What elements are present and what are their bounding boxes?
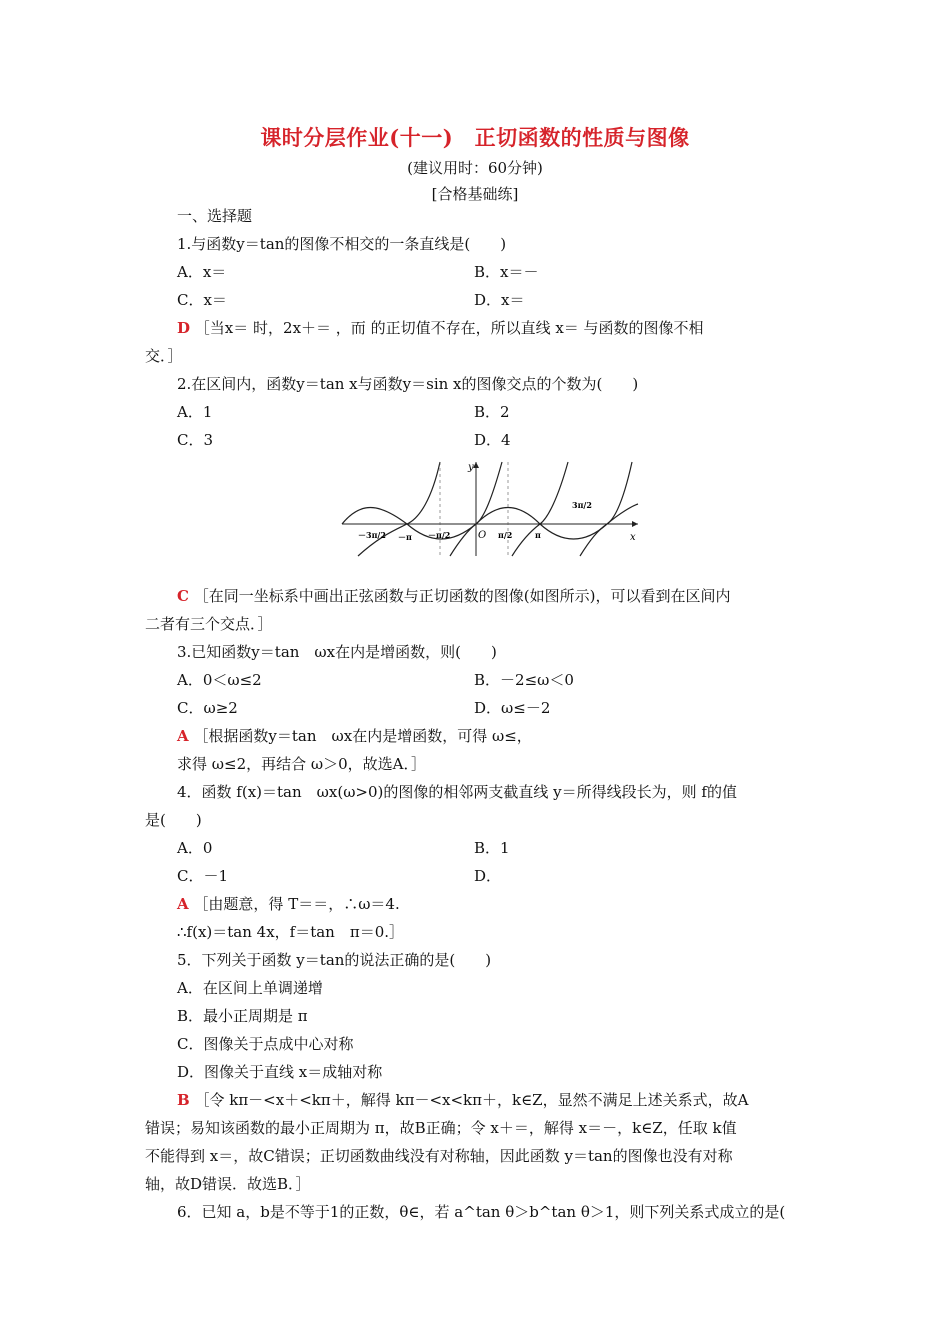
- q3-option-d: D．ω≤－2: [474, 699, 551, 717]
- q1-solution-line2: 交．］: [145, 347, 183, 365]
- q4-answer: A: [177, 895, 189, 913]
- label-pi-2: π/2: [498, 530, 513, 540]
- x-label: x: [630, 532, 636, 543]
- q2-option-c: C．3: [177, 431, 214, 449]
- q2-solution-line1: ［在同一坐标系中画出正弦函数与正切函数的图像(如图所示)，可以看到在区间内: [193, 587, 731, 605]
- q5-solution: [177, 1090, 748, 1110]
- q4-option-b: B．1: [474, 839, 510, 857]
- q5-solution-line4: 轴，故D错误．故选B．］: [145, 1175, 311, 1193]
- q4-option-c: C．－1: [177, 867, 229, 885]
- q1-option-b: B．x＝－: [474, 263, 539, 281]
- label-3pi-2: 3π/2: [572, 500, 592, 510]
- tangent-branch-3: [512, 462, 568, 556]
- q1-option-a: A．x＝: [177, 263, 227, 281]
- q1-solution-line1: ［当x＝ 时，2x＋＝ ，而 的正切值不存在，所以直线 x＝ 与函数的图像不相: [194, 319, 704, 337]
- suggested-time: (建议用时：60分钟): [407, 159, 543, 177]
- q4-solution-line2: ∴f(x)＝tan 4x，f＝tan π＝0.］: [177, 923, 405, 941]
- q1-answer: D: [177, 319, 191, 337]
- q1-option-d: D．x＝: [474, 291, 525, 309]
- q5-stem: 5．下列关于函数 y＝tan的说法正确的是( ): [177, 951, 492, 969]
- page-title: 课时分层作业(十一) 正切函数的性质与图像: [260, 125, 690, 150]
- q5-option-d: D．图像关于直线 x＝成轴对称: [177, 1063, 383, 1081]
- q4-solution-line1: ［由题意，得 T＝＝，∴ω＝4.: [193, 895, 400, 913]
- q4-stem-line2: 是( ): [145, 811, 202, 829]
- label-neg-pi: －π: [398, 532, 412, 542]
- q5-solution-line3: 不能得到 x＝，故C错误；正切函数曲线没有对称轴，因此函数 y＝tan的图像也没有对称: [145, 1147, 733, 1165]
- level-heading: [合格基础练]: [431, 185, 519, 203]
- q5-option-b: B．最小正周期是 π: [177, 1007, 308, 1025]
- label-neg-pi-2: －π/2: [428, 530, 451, 540]
- q3-solution-line2: 求得 ω≤2，再结合 ω＞0，故选A．］: [177, 755, 426, 773]
- q3-solution: [177, 726, 532, 746]
- q5-answer: B: [177, 1091, 190, 1109]
- origin-label: O: [478, 530, 487, 541]
- q3-option-c: C．ω≥2: [177, 699, 238, 717]
- y-axis-arrow: [473, 462, 479, 468]
- q3-option-b: B．－2≤ω＜0: [474, 671, 574, 689]
- q2-option-a: A．1: [177, 403, 213, 421]
- sine-tangent-graph: [340, 458, 640, 558]
- q4-stem-line1: 4．函数 f(x)＝tan ωx(ω>0)的图像的相邻两支截直线 y＝所得线段长为，则 f的值: [177, 783, 737, 801]
- q1-solution: [177, 318, 704, 338]
- q2-solution-line2: 二者有三个交点．］: [145, 615, 273, 633]
- q5-option-c: C．图像关于点成中心对称: [177, 1035, 354, 1053]
- q5-solution-line1: ［令 kπ－<x＋<kπ＋，解得 kπ－<x<kπ＋，k∈Z，显然不满足上述关系式，故A: [194, 1091, 749, 1109]
- q4-option-a: A．0: [177, 839, 213, 857]
- q3-stem: 3.已知函数y＝tan ωx在内是增函数，则( ): [177, 643, 497, 661]
- q6-stem: 6．已知 a，b是不等于1的正数，θ∈，若 a^tan θ＞b^tan θ＞1，则下列关系式成立的是(: [177, 1203, 786, 1221]
- q1-option-c: C．x＝: [177, 291, 227, 309]
- q4-option-d: D．: [474, 867, 502, 885]
- q5-solution-line2: 错误；易知该函数的最小正周期为 π，故B正确；令 x＋＝，解得 x＝－，k∈Z，任取 k值: [145, 1119, 737, 1137]
- q2-answer: C: [177, 587, 189, 605]
- label-neg-3pi-2: －3π/2: [358, 530, 386, 540]
- label-pi: π: [535, 530, 541, 540]
- q4-solution: [177, 894, 400, 914]
- q2-solution: [177, 586, 730, 606]
- q5-option-a: A．在区间上单调递增: [177, 979, 323, 997]
- q2-option-b: B．2: [474, 403, 510, 421]
- q3-solution-line1: ［根据函数y＝tan ωx在内是增函数，可得 ω≤，: [193, 727, 532, 745]
- q2-option-d: D．4: [474, 431, 511, 449]
- q1-stem: 1.与函数y＝tan的图像不相交的一条直线是( ): [177, 235, 507, 253]
- x-axis-arrow: [632, 521, 638, 527]
- q3-answer: A: [177, 727, 189, 745]
- y-label: y: [468, 462, 474, 473]
- section-heading: 一、选择题: [177, 207, 253, 225]
- q2-stem: 2.在区间内，函数y＝tan x与函数y＝sin x的图像交点的个数为( ): [177, 375, 639, 393]
- q3-option-a: A．0＜ω≤2: [177, 671, 262, 689]
- sine-curve: [342, 504, 638, 539]
